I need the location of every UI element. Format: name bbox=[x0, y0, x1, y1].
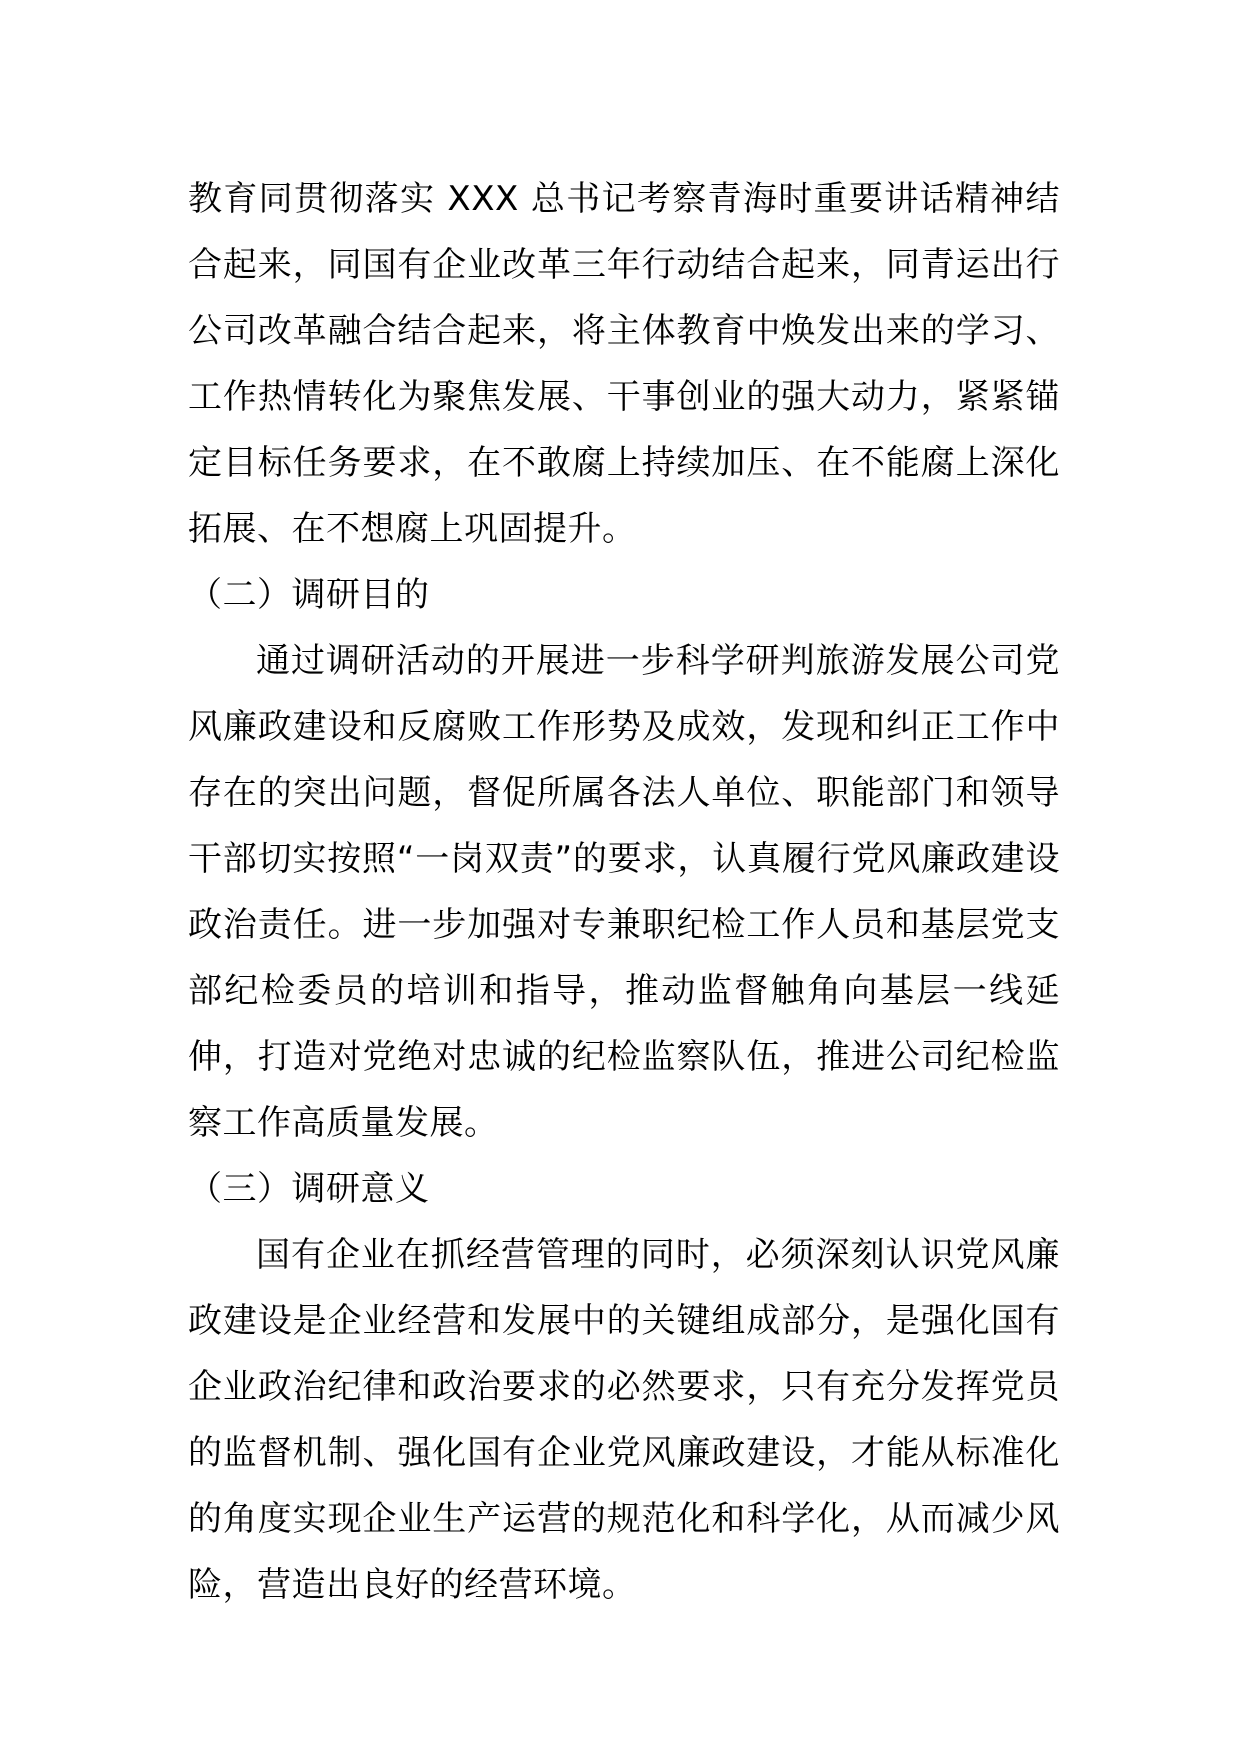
section-heading-research-significance: （三）调研意义 bbox=[188, 1169, 430, 1209]
paragraph-research-significance: 国有企业在抓经营管理的同时，必须深刻认识党风廉政建设是企业经营和发展中的关键组成部分，是强化国有企业政治纪律和政治要求的必然要求，只有充分发挥党员的监督机制、强化国有企业党风廉政建设，才能从标准化的角度实现企业生产运营的规范化和科学化，从而减少风险，营造出良好的经营环境。 bbox=[188, 1235, 1060, 1605]
paragraph-research-purpose: 通过调研活动的开展进一步科学研判旅游发展公司党风廉政建设和反腐败工作形势及成效，发现和纠正工作中存在的突出问题，督促所属各法人单位、职能部门和领导干部切实按照“一岗双责”的要求，认真履行党风廉政建设政治责任。进一步加强对专兼职纪检工作人员和基层党支部纪检委员的培训和指导，推动监督触角向基层一线延伸，打造对党绝对忠诚的纪检监察队伍，推进公司纪检监察工作高质量发展。 bbox=[188, 641, 1060, 1143]
document-body bbox=[188, 166, 1060, 1618]
section-heading-research-purpose: （二）调研目的 bbox=[188, 575, 430, 615]
paragraph-continuation: 教育同贯彻落实 XXX 总书记考察青海时重要讲话精神结合起来，同国有企业改革三年行动结合起来，同青运出行公司改革融合结合起来，将主体教育中焕发出来的学习、工作热情转化为聚焦发展、干事创业的强大动力，紧紧锚定目标任务要求，在不敢腐上持续加压、在不能腐上深化拓展、在不想腐上巩固提升。 bbox=[188, 179, 1060, 549]
